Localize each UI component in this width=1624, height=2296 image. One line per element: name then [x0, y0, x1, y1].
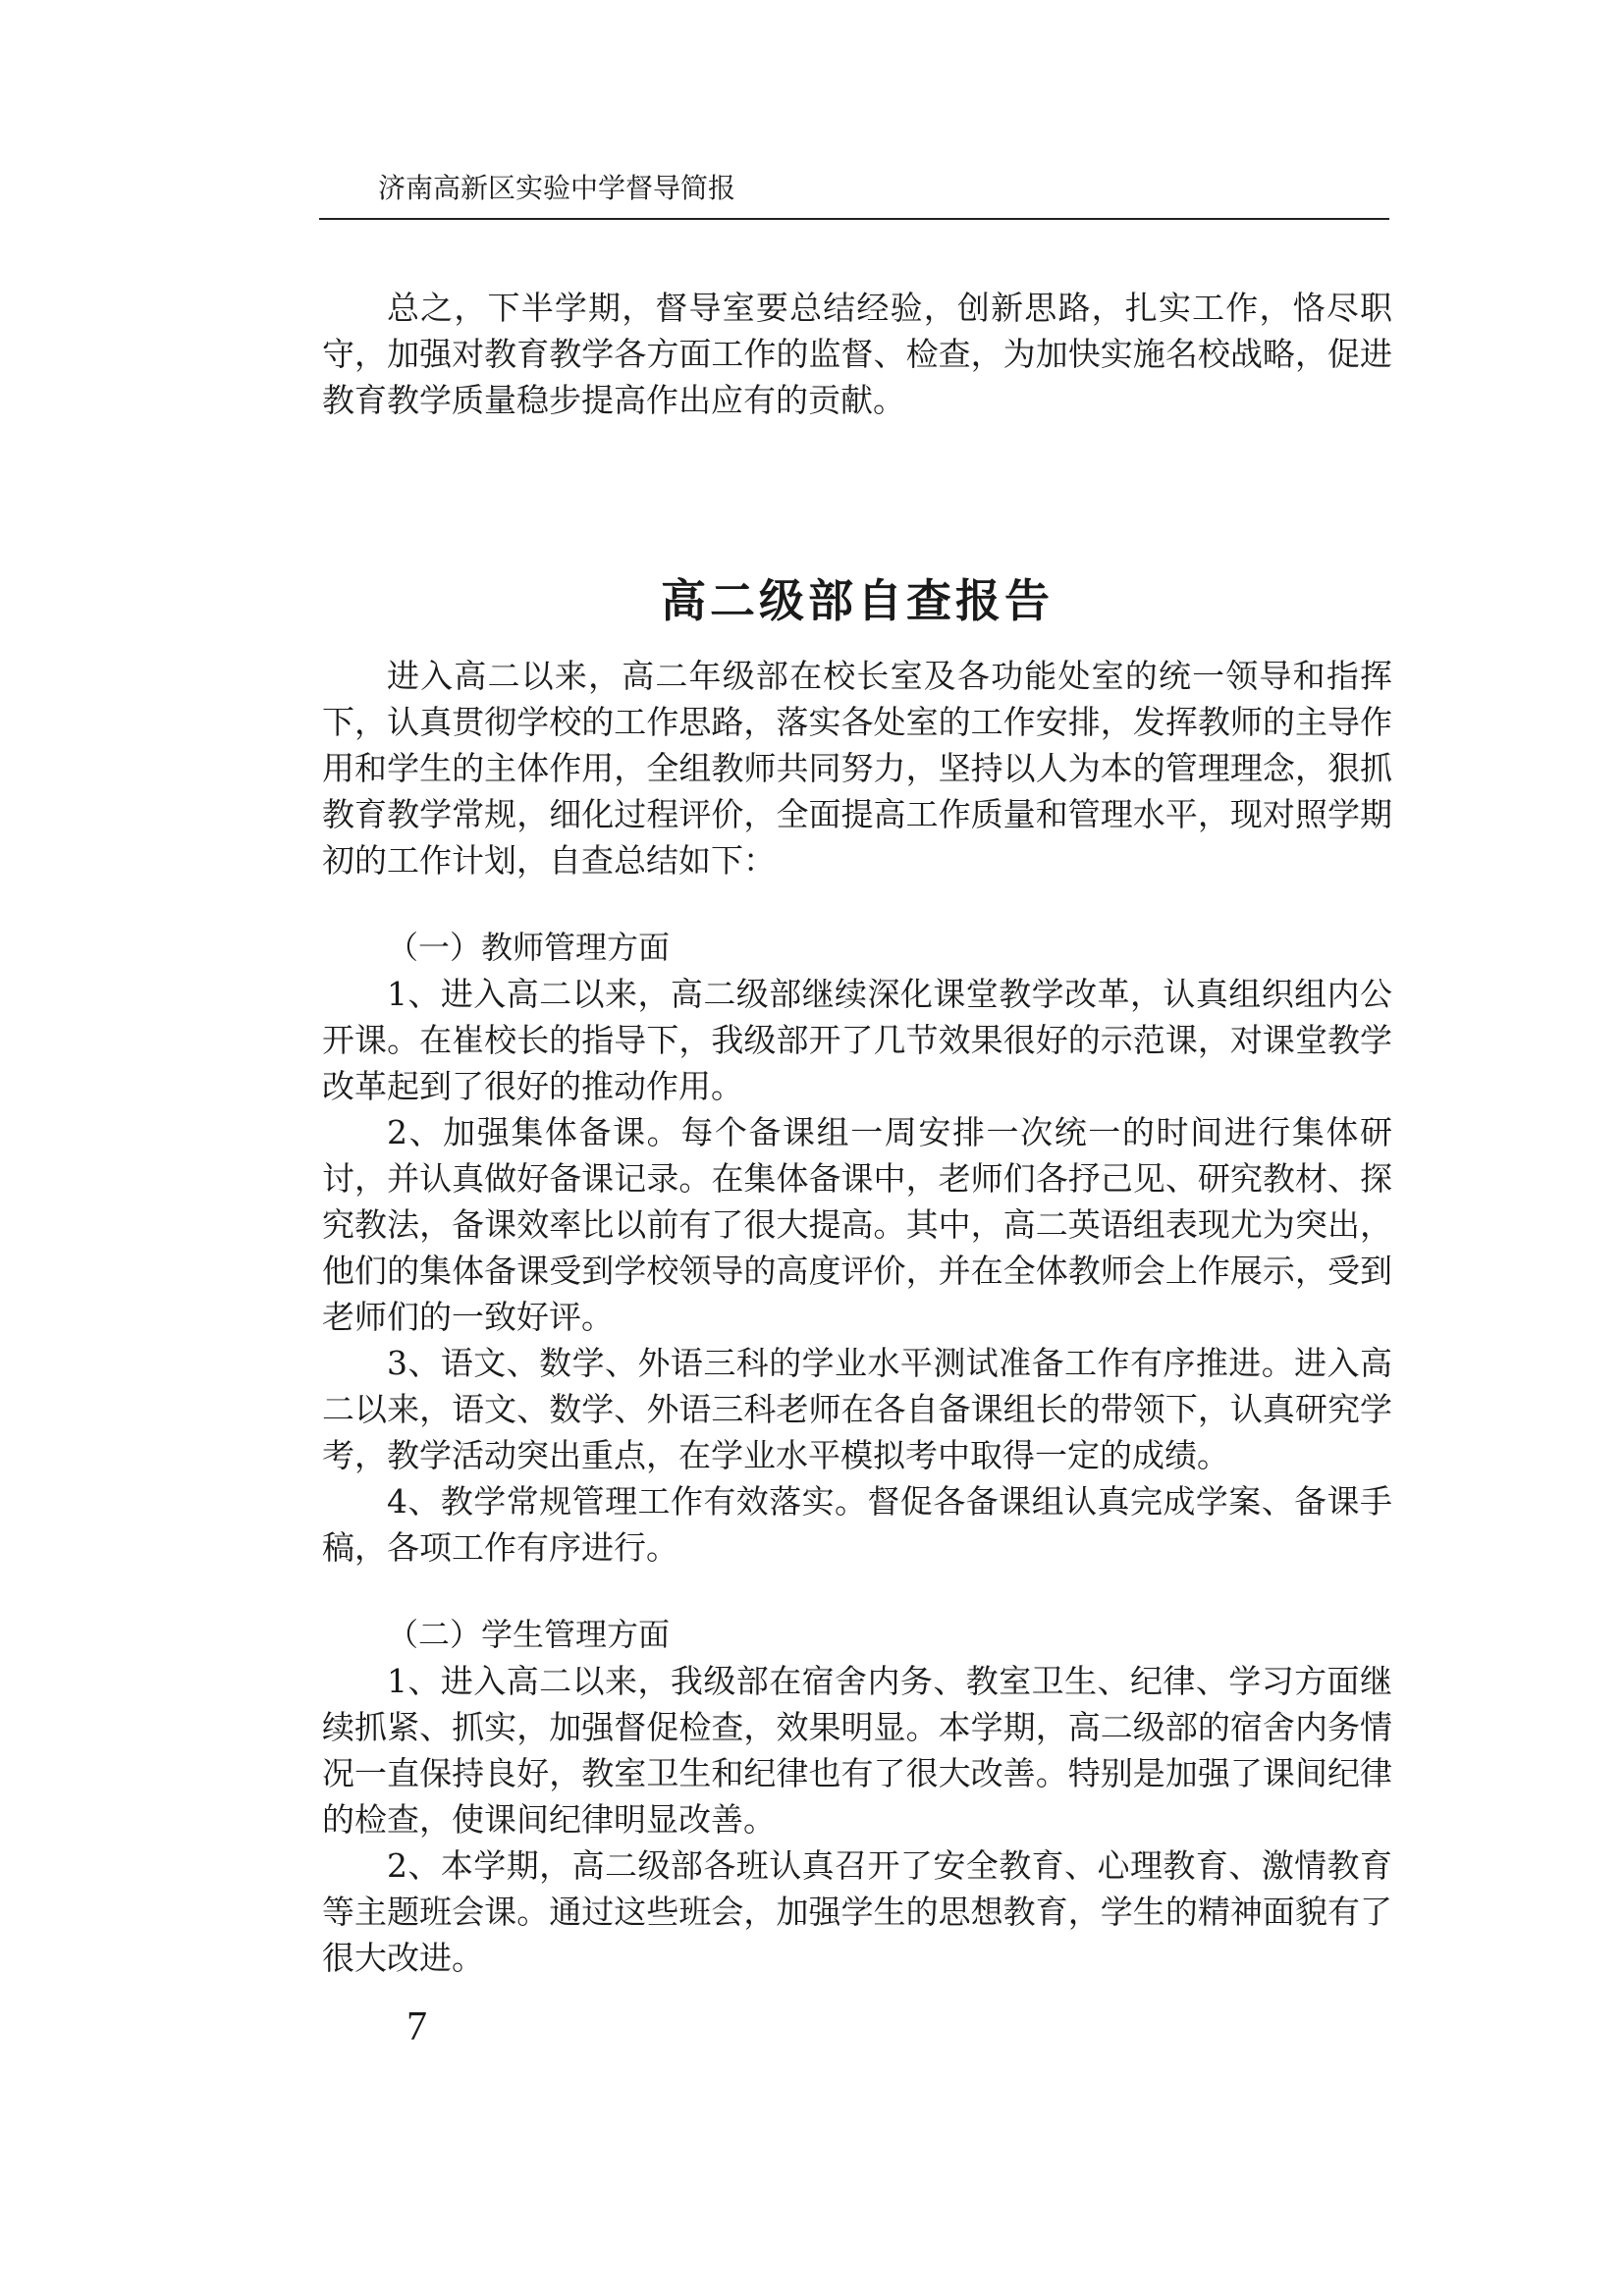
header-title: 济南高新区实验中学督导简报 [378, 172, 736, 204]
report-opening-paragraph: 进入高二以来，高二年级部在校长室及各功能处室的统一领导和指挥下，认真贯彻学校的工作思路，落实各处室的工作安排，发挥教师的主导作用和学生的主体作用，全组教师共同努力，坚持以人为本的管理理念，狠抓教育教学常规，细化过程评价，全面提高工作质量和管理水平，现对照学期初的工作计划，自查总结如下： [322, 657, 1392, 880]
section-item: 2、加强集体备课。每个备课组一周安排一次统一的时间进行集体研讨，并认真做好备课记录。在集体备课中，老师们各抒己见、研究教材、探究教法，备课效率比以前有了很大提高。其中，高二英语组表现尤为突出，他们的集体备课受到学校领导的高度评价，并在全体教师会上作展示，受到老师们的一致好评。 [322, 1113, 1392, 1336]
section-item: 1、进入高二以来，高二级部继续深化课堂教学改革，认真组织组内公开课。在崔校长的指导下，我级部开了几节效果很好的示范课，对课堂教学改革起到了很好的推动作用。 [322, 975, 1392, 1105]
section-heading: （一）教师管理方面 [387, 929, 671, 966]
section-item: 3、语文、数学、外语三科的学业水平测试准备工作有序推进。进入高二以来，语文、数学、外语三科老师在各自备课组长的带领下，认真研究学考，教学活动突出重点，在学业水平模拟考中取得一定的成绩。 [322, 1344, 1392, 1474]
intro-block [322, 285, 1392, 423]
section-item: 2、本学期，高二级部各班认真召开了安全教育、心理教育、激情教育等主题班会课。通过这些班会，加强学生的思想教育，学生的精神面貌有了很大改进。 [322, 1846, 1392, 1977]
section-student-management [322, 1612, 1392, 1981]
page-number: 7 [406, 2004, 427, 2050]
intro-paragraph: 总之，下半学期，督导室要总结经验，创新思路，扎实工作，恪尽职守，加强对教育教学各方面工作的监督、检查，为加快实施名校战略，促进教育教学质量稳步提高作出应有的贡献。 [322, 289, 1392, 419]
page-header [319, 169, 1389, 220]
section-item: 1、进入高二以来，我级部在宿舍内务、教室卫生、纪律、学习方面继续抓紧、抓实，加强督促检查，效果明显。本学期，高二级部的宿舍内务情况一直保持良好，教室卫生和纪律也有了很大改善。特别是加强了课间纪律的检查，使课间纪律明显改善。 [322, 1662, 1392, 1839]
section-item: 4、教学常规管理工作有效落实。督促各备课组认真完成学案、备课手稿，各项工作有序进行。 [322, 1482, 1392, 1567]
report-title: 高二级部自查报告 [661, 574, 1054, 627]
page-content [322, 285, 1392, 1981]
section-heading: （二）学生管理方面 [387, 1616, 671, 1653]
section-teacher-management [322, 925, 1392, 1571]
